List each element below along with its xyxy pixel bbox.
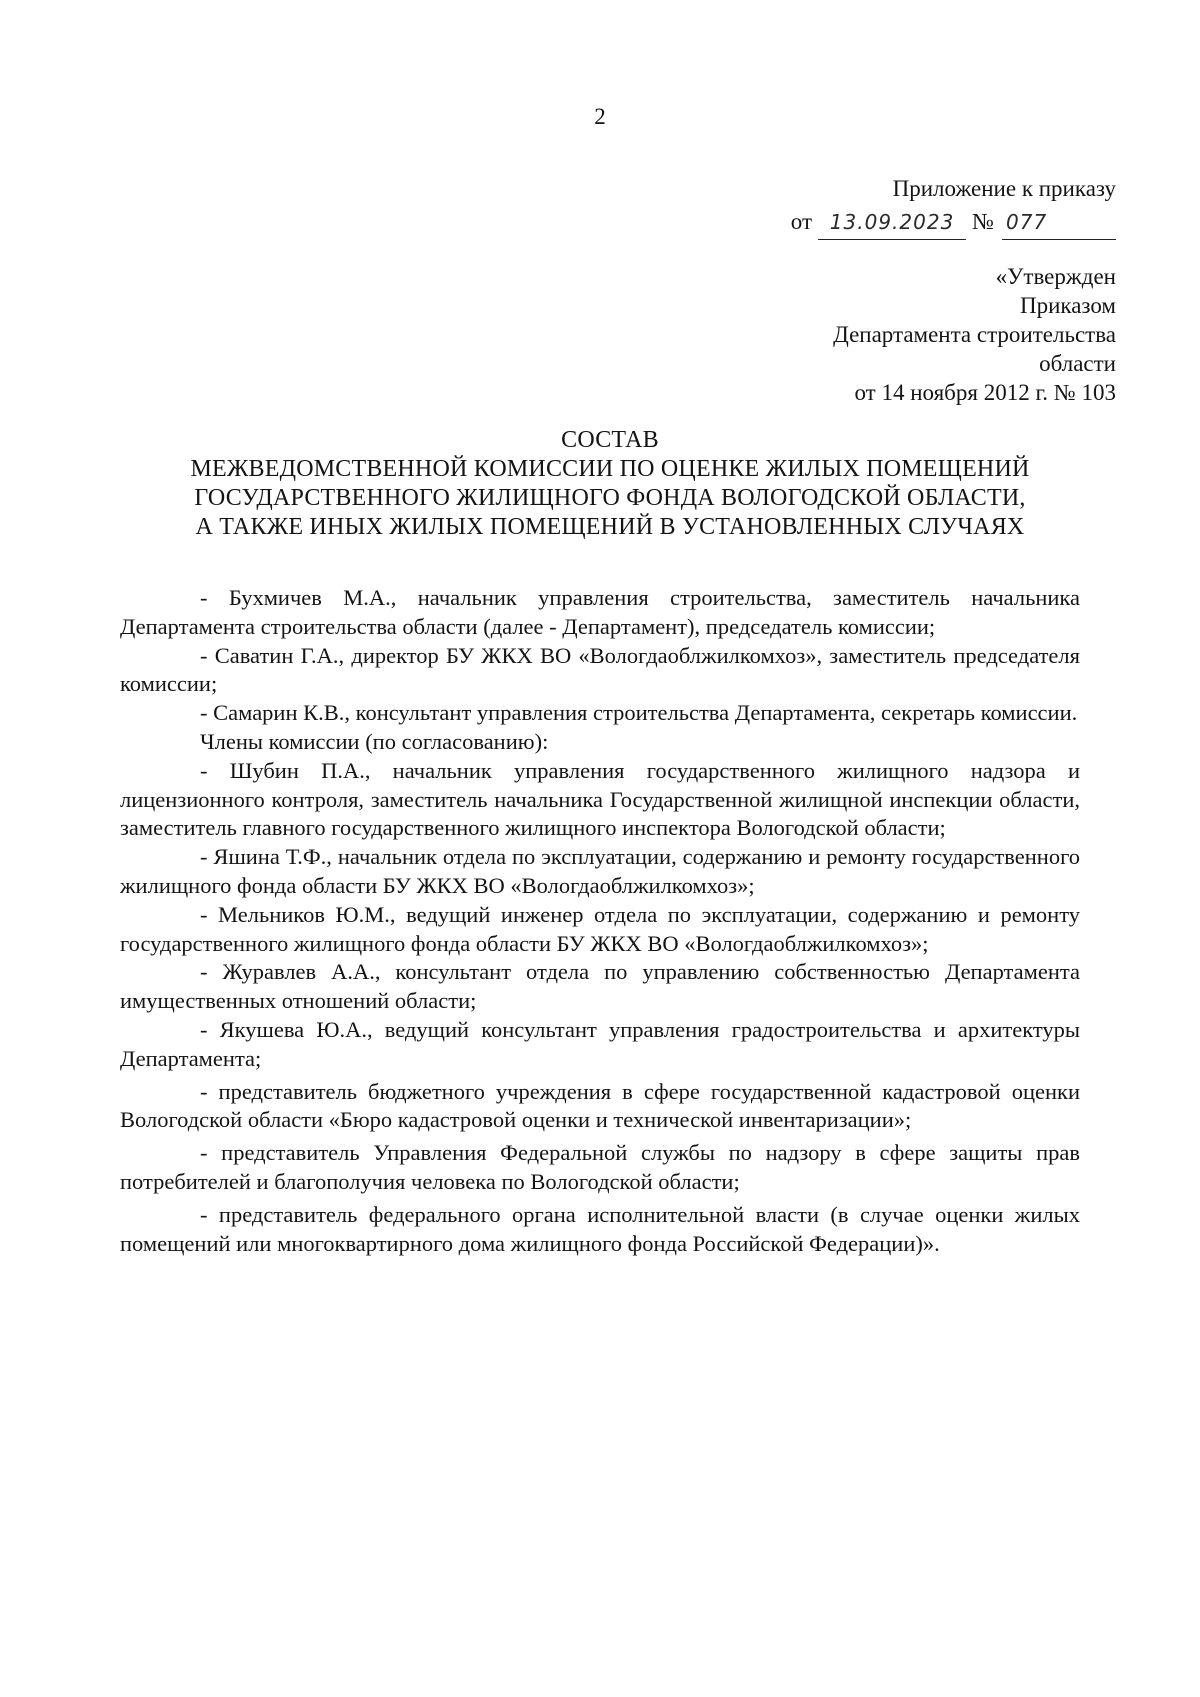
member-paragraph: - представитель бюджетного учреждения в сфере государственной кадастровой оценки Вологодской области «Бюро кадастровой оценки и технической инвентаризации»;: [120, 1078, 1080, 1133]
title-line: СОСТАВ: [561, 427, 659, 453]
member-paragraph: - Журавлев А.А., консультант отдела по управлению собственностью Департамента имущественных отношений области;: [120, 959, 1080, 1014]
page-number: 2: [594, 104, 606, 129]
member-paragraph: - представитель Управления Федеральной службы по надзору в сфере защиты прав потребителей и благополучия человека по Вологодской области;: [120, 1140, 1080, 1194]
approval-block: [833, 262, 1116, 407]
document-title: [140, 426, 1080, 542]
approval-line: области: [1039, 351, 1116, 376]
annex-from-label: от: [790, 209, 813, 234]
annex-title: Приложение к приказу: [892, 176, 1116, 201]
member-paragraph: - Шубин П.А., начальник управления государственного жилищного надзора и лицензионного контроля, заместитель начальника Государственной жилищной инспекции области, заместитель главного государственного жилищного инспектора Вологодской области;: [120, 757, 1080, 841]
title-line: ГОСУДАРСТВЕННОГО ЖИЛИЩНОГО ФОНДА ВОЛОГОДСКОЙ ОБЛАСТИ,: [194, 485, 1026, 511]
approval-line: Приказом: [1019, 293, 1116, 318]
annex-date-number-line: [791, 205, 1116, 240]
member-paragraph: - Якушева Ю.А., ведущий консультант управления градостроительства и архитектуры Департамента;: [120, 1016, 1080, 1071]
handwritten-number: 077: [1002, 206, 1116, 240]
approval-line: Департамента строительства: [833, 322, 1116, 347]
member-paragraph: - Самарин К.В., консультант управления строительства Департамента, секретарь комиссии.: [200, 700, 1078, 726]
annex-header: [791, 172, 1116, 240]
members-heading: Члены комиссии (по согласованию):: [200, 728, 549, 754]
title-line: МЕЖВЕДОМСТВЕННОЙ КОМИССИИ ПО ОЦЕНКЕ ЖИЛЫХ ПОМЕЩЕНИЙ: [190, 456, 1030, 482]
member-paragraph: - Мельников Ю.М., ведущий инженер отдела по эксплуатации, содержанию и ремонту государственного жилищного фонда области БУ ЖКХ ВО «Вологдаоблжилкомхоз»;: [120, 901, 1080, 956]
member-paragraph: - Саватин Г.А., директор БУ ЖКХ ВО «Вологдаоблжилкомхоз», заместитель председателя комиссии;: [120, 642, 1080, 697]
document-body: [120, 584, 1080, 1258]
handwritten-date: 13.09.2023: [818, 206, 966, 240]
member-paragraph: - представитель федерального органа исполнительной власти (в случае оценки жилых помещений или многоквартирного дома жилищного фонда Российской Федерации)».: [120, 1201, 1080, 1256]
approval-line: от 14 ноября 2012 г. № 103: [854, 380, 1116, 405]
title-line: А ТАКЖЕ ИНЫХ ЖИЛЫХ ПОМЕЩЕНИЙ В УСТАНОВЛЕННЫХ СЛУЧАЯХ: [195, 514, 1025, 540]
member-paragraph: - Яшина Т.Ф., начальник отдела по эксплуатации, содержанию и ремонту государственного жилищного фонда области БУ ЖКХ ВО «Вологдаоблжилкомхоз»;: [120, 844, 1080, 898]
approval-line: «Утвержден: [995, 264, 1116, 289]
annex-number-label: №: [972, 209, 994, 234]
member-paragraph: - Бухмичев М.А., начальник управления строительства, заместитель начальника Департамента строительства области (далее - Департамент), председатель комиссии;: [120, 585, 1080, 639]
